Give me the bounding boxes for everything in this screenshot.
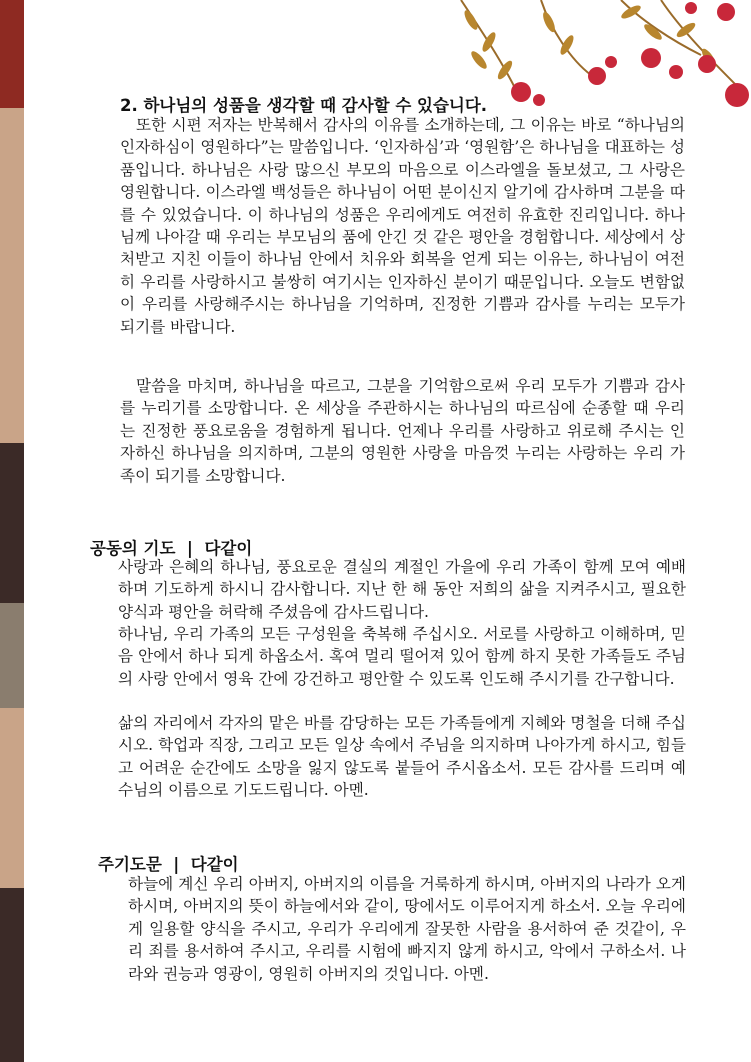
- strip-segment-red: [0, 0, 24, 108]
- prayer-paragraph-2: 하나님, 우리 가족의 모든 구성원을 축복해 주십시오. 서로를 사랑하고 이해하며, 믿음 안에서 하나 되게 하옵소서. 혹여 멀리 떨어져 있어 함께 하지 못한 가족들도 주님의 사랑 안에서 영육 간에 강건하고 평안할 수 있도록 인도해 주시기를 간구합니다.: [118, 625, 686, 688]
- section-2-heading: 2. 하나님의 성품을 생각할 때 감사할 수 있습니다.: [120, 96, 488, 115]
- strip-segment-tan: [0, 108, 24, 443]
- strip-segment-dark-2: [0, 888, 24, 1062]
- section-2-paragraph-1: 또한 시편 저자는 반복해서 감사의 이유를 소개하는데, 그 이유는 바로 “하나님의 인자하심이 영원하다”는 말씀입니다. ‘인자하심’과 ‘영원함’은 하나님을 대표하는 성품입니다. 하나님은 사랑 많으신 부모의 마음으로 이스라엘을 돌보셨고, 그 사랑은 영원합니다. 이스라엘 백성들은 하나님이 어떤 분이신지 알기에 감사하며 그분을 따를 수 있었습니다. 이 하나님의 성품은 우리에게도 여전히 유효한 진리입니다. 하나님께 나아갈 때 우리는 부모님의 품에 안긴 것 같은 평안을 경험합니다. 세상에서 상처받고 지친 이들이 하나님 안에서 치유와 회복을 얻게 되는 이유는, 하나님이 여전히 우리를 사랑하시고 불쌍히 여기시는 인자하신 분이기 때문입니다. 오늘도 변함없이 우리를 사랑해주시는 하나님을 기억하며, 진정한 기쁨과 감사를 누리는 모두가 되기를 바랍니다.: [120, 116, 685, 336]
- strip-segment-tan-2: [0, 708, 24, 888]
- prayer-heading: 공동의 기도 | 다같이: [90, 539, 253, 558]
- strip-segment-gray: [0, 603, 24, 708]
- prayer-paragraph-1: 사랑과 은혜의 하나님, 풍요로운 결실의 계절인 가을에 우리 가족이 함께 모여 예배하며 기도하게 하시니 감사합니다. 지난 한 해 동안 저희의 삶을 지켜주시고, 필요한 양식과 평안을 허락해 주셨음에 감사드립니다.: [118, 558, 686, 621]
- section-2-paragraph-2: 말씀을 마치며, 하나님을 따르고, 그분을 기억함으로써 우리 모두가 기쁨과 감사를 누리기를 소망합니다. 온 세상을 주관하시는 하나님의 따르심에 순종할 때 우리는 진정한 풍요로움을 경험하게 됩니다. 언제나 우리를 사랑하고 위로해 주시는 인자하신 하나님을 의지하며, 그분의 영원한 사랑을 마음껏 누리는 사랑하는 우리 가족이 되기를 소망합니다.: [120, 377, 685, 485]
- left-color-strip: [0, 0, 24, 1062]
- lords-prayer-paragraph: 하늘에 계신 우리 아버지, 아버지의 이름을 거룩하게 하시며, 아버지의 나라가 오게 하시며, 아버지의 뜻이 하늘에서와 같이, 땅에서도 이루어지게 하소서. 오늘 우리에게 일용할 양식을 주시고, 우리가 우리에게 잘못한 사람을 용서하여 준 것같이, 우리 죄를 용서하여 주시고, 우리를 시험에 빠지지 않게 하시고, 악에서 구하소서. 나라와 권능과 영광이, 영원히 아버지의 것입니다. 아멘.: [128, 875, 686, 983]
- lords-prayer-heading: 주기도문 | 다같이: [98, 855, 239, 874]
- prayer-paragraph-3: 삶의 자리에서 각자의 맡은 바를 감당하는 모든 가족들에게 지혜와 명철을 더해 주십시오. 학업과 직장, 그리고 모든 일상 속에서 주님을 의지하며 나아가게 하시고, 힘들고 어려운 순간에도 소망을 잃지 않도록 붙들어 주시옵소서. 모든 감사를 드리며 예수님의 이름으로 기도드립니다. 아멘.: [118, 714, 686, 800]
- strip-segment-dark: [0, 443, 24, 603]
